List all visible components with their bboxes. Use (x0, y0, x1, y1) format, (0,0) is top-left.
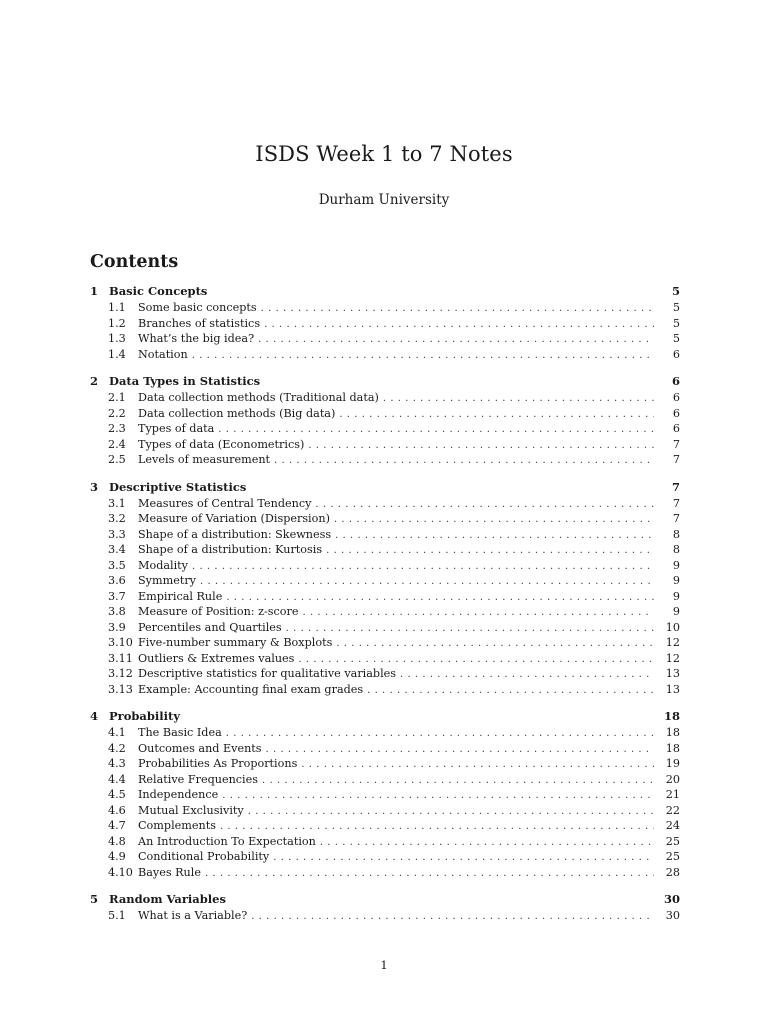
subsection-number: 4.3 (108, 757, 126, 770)
subsection-number: 1.4 (108, 347, 126, 361)
section-title: Random Variables (109, 892, 226, 906)
section-page-number: 7 (671, 479, 680, 494)
subsection-page-number: 5 (672, 332, 680, 345)
toc-subsection-entry[interactable] (90, 803, 680, 819)
subsection-number: 3.12 (108, 667, 133, 680)
subsection-title: Shape of a distribution: Skewness (138, 527, 332, 541)
subsection-page-number: 28 (665, 865, 680, 879)
dot-leader (251, 909, 654, 925)
toc-subsection-entry[interactable] (90, 496, 680, 512)
toc-subsection-entry[interactable] (90, 421, 680, 437)
subsection-title: Outcomes and Events (138, 741, 262, 755)
toc-subsection-entry[interactable] (90, 682, 680, 698)
subsection-number: 3.7 (108, 589, 126, 603)
dot-leader (264, 317, 654, 333)
subsection-page-number: 9 (672, 589, 680, 603)
dot-leader (258, 332, 654, 348)
toc-subsection-entry[interactable] (90, 573, 680, 589)
subsection-page-number: 20 (665, 772, 680, 786)
dot-leader (248, 804, 654, 820)
dot-leader (218, 422, 654, 438)
dot-leader (222, 788, 654, 804)
dot-leader (303, 605, 654, 621)
page-number: 1 (380, 958, 388, 972)
toc-section (90, 708, 680, 880)
subsection-number: 4.5 (108, 788, 126, 801)
dot-leader (266, 742, 654, 758)
dot-leader (315, 497, 654, 513)
toc-subsection-entry[interactable] (90, 666, 680, 682)
document-author: Durham University (318, 192, 450, 208)
subsection-page-number: 7 (672, 453, 680, 466)
toc-subsection-entry[interactable] (90, 741, 680, 757)
subsection-number: 3.5 (108, 558, 126, 572)
subsection-number: 4.7 (108, 819, 126, 832)
subsection-title: Outliers & Extremes values (138, 651, 295, 665)
subsection-title: Empirical Rule (138, 589, 223, 603)
subsection-number: 3.10 (108, 636, 133, 649)
toc-subsection-entry[interactable] (90, 849, 680, 865)
subsection-page-number: 8 (672, 543, 680, 556)
subsection-page-number: 7 (672, 437, 680, 451)
toc-subsection-entry[interactable] (90, 542, 680, 558)
subsection-number: 3.3 (108, 527, 126, 541)
section-number: 3 (90, 479, 99, 494)
toc-section-entry[interactable] (90, 891, 680, 908)
toc-subsection-entry[interactable] (90, 725, 680, 741)
subsection-page-number: 24 (665, 819, 680, 832)
subsection-page-number: 10 (665, 620, 680, 634)
subsection-title: Shape of a distribution: Kurtosis (138, 543, 323, 556)
subsection-title: Measure of Position: z-score (138, 605, 299, 618)
contents-heading: Contents (90, 252, 179, 272)
toc-subsection-entry[interactable] (90, 772, 680, 788)
subsection-title: The Basic Idea (138, 726, 222, 739)
subsection-title: Relative Frequencies (138, 772, 258, 786)
subsection-number: 4.8 (108, 834, 126, 848)
subsection-page-number: 18 (665, 741, 680, 755)
dot-leader (400, 667, 654, 683)
subsection-page-number: 5 (672, 301, 680, 314)
subsection-title: Example: Accounting final exam grades (138, 682, 364, 696)
toc-subsection-entry[interactable] (90, 620, 680, 636)
dot-leader (262, 773, 654, 789)
subsection-number: 3.11 (108, 651, 133, 665)
subsection-page-number: 25 (665, 850, 680, 863)
section-number: 4 (90, 709, 99, 723)
dot-leader (339, 407, 654, 423)
subsection-title: Data collection methods (Traditional data) (138, 391, 379, 404)
section-page-number: 18 (663, 709, 680, 723)
document-title: ISDS Week 1 to 7 Notes (255, 142, 513, 166)
dot-leader (336, 636, 654, 652)
subsection-number: 1.1 (108, 301, 126, 314)
dot-leader (226, 726, 654, 742)
subsection-number: 2.5 (108, 453, 126, 466)
subsection-title: Symmetry (138, 574, 196, 587)
dot-leader (226, 590, 654, 606)
toc-section-entry[interactable] (90, 283, 680, 300)
subsection-page-number: 6 (672, 406, 680, 420)
subsection-title: Percentiles and Quartiles (138, 620, 282, 634)
toc-subsection-entry[interactable] (90, 865, 680, 881)
toc-subsection-entry[interactable] (90, 818, 680, 834)
dot-leader (298, 652, 654, 668)
toc-section-entry[interactable] (90, 708, 680, 725)
subsection-title: Branches of statistics (138, 316, 261, 330)
subsection-number: 2.3 (108, 422, 126, 435)
toc-subsection-entry[interactable] (90, 635, 680, 651)
subsection-title: Descriptive statistics for qualitative variables (138, 667, 397, 680)
subsection-title: Data collection methods (Big data) (138, 406, 336, 420)
subsection-number: 1.3 (108, 332, 126, 345)
toc-subsection-entry[interactable] (90, 437, 680, 453)
subsection-number: 3.4 (108, 543, 126, 556)
toc-subsection-entry[interactable] (90, 756, 680, 772)
section-number: 1 (90, 284, 99, 298)
subsection-page-number: 7 (672, 496, 680, 510)
subsection-number: 4.6 (108, 803, 126, 817)
subsection-page-number: 30 (665, 909, 680, 922)
section-number: 5 (90, 892, 99, 906)
dot-leader (308, 438, 654, 454)
dot-leader (205, 866, 654, 882)
toc-subsection-entry[interactable] (90, 527, 680, 543)
dot-leader (273, 850, 654, 866)
subsection-title: Probabilities As Proportions (138, 757, 298, 770)
subsection-number: 2.4 (108, 437, 126, 451)
subsection-number: 3.13 (108, 682, 133, 696)
toc-section (90, 283, 680, 362)
subsection-page-number: 8 (672, 527, 680, 541)
subsection-number: 3.9 (108, 620, 126, 634)
subsection-page-number: 19 (665, 757, 680, 770)
dot-leader (326, 543, 654, 559)
subsection-title: Modality (138, 558, 188, 572)
subsection-title: Notation (138, 347, 188, 361)
subsection-page-number: 25 (665, 834, 680, 848)
subsection-page-number: 18 (665, 726, 680, 739)
toc-subsection-entry[interactable] (90, 390, 680, 406)
toc-section (90, 373, 680, 468)
subsection-number: 1.2 (108, 316, 126, 330)
subsection-number: 2.1 (108, 391, 126, 404)
toc-section (90, 891, 680, 924)
subsection-title: Complements (138, 819, 216, 832)
dot-leader (192, 559, 654, 575)
subsection-page-number: 5 (672, 316, 680, 330)
toc-subsection-entry[interactable] (90, 651, 680, 667)
section-title: Basic Concepts (109, 284, 208, 298)
subsection-title: Types of data (Econometrics) (138, 437, 305, 451)
toc-subsection-entry[interactable] (90, 406, 680, 422)
dot-leader (220, 819, 654, 835)
subsection-title: Some basic concepts (138, 301, 257, 314)
dot-leader (335, 528, 654, 544)
toc-subsection-entry[interactable] (90, 558, 680, 574)
subsection-number: 4.2 (108, 741, 126, 755)
section-page-number: 6 (671, 374, 680, 388)
subsection-page-number: 13 (665, 667, 680, 680)
toc-subsection-entry[interactable] (90, 908, 680, 924)
subsection-title: Five-number summary & Boxplots (138, 636, 333, 649)
subsection-page-number: 6 (672, 422, 680, 435)
subsection-title: An Introduction To Expectation (138, 834, 316, 848)
subsection-page-number: 12 (665, 636, 680, 649)
dot-leader (274, 453, 654, 469)
subsection-title: Measures of Central Tendency (138, 496, 312, 510)
dot-leader (367, 683, 654, 699)
toc-section-entry[interactable] (90, 479, 680, 496)
subsection-title: Independence (138, 788, 219, 801)
subsection-page-number: 7 (672, 512, 680, 525)
dot-leader (320, 835, 654, 851)
subsection-page-number: 12 (665, 651, 680, 665)
subsection-number: 4.4 (108, 772, 126, 786)
toc-subsection-entry[interactable] (90, 331, 680, 347)
section-title: Descriptive Statistics (109, 479, 247, 494)
subsection-page-number: 9 (672, 574, 680, 587)
table-of-contents (90, 283, 680, 935)
subsection-page-number: 9 (672, 558, 680, 572)
subsection-page-number: 6 (672, 347, 680, 361)
dot-leader (192, 348, 654, 364)
dot-leader (200, 574, 654, 590)
toc-subsection-entry[interactable] (90, 316, 680, 332)
subsection-page-number: 6 (672, 391, 680, 404)
subsection-page-number: 22 (665, 803, 680, 817)
dot-leader (286, 621, 654, 637)
subsection-number: 4.10 (108, 865, 133, 879)
subsection-page-number: 21 (665, 788, 680, 801)
dot-leader (261, 301, 654, 317)
subsection-number: 3.2 (108, 512, 126, 525)
subsection-title: Conditional Probability (138, 850, 270, 863)
toc-section-entry[interactable] (90, 373, 680, 390)
subsection-title: Mutual Exclusivity (138, 803, 244, 817)
subsection-number: 3.6 (108, 574, 126, 587)
section-page-number: 5 (671, 284, 680, 298)
subsection-title: Levels of measurement (138, 453, 271, 466)
subsection-number: 4.9 (108, 850, 126, 863)
toc-subsection-entry[interactable] (90, 787, 680, 803)
dot-leader (383, 391, 654, 407)
toc-subsection-entry[interactable] (90, 347, 680, 363)
section-page-number: 30 (663, 892, 680, 906)
subsection-title: What is a Variable? (138, 909, 248, 922)
subsection-page-number: 9 (672, 605, 680, 618)
subsection-page-number: 13 (665, 682, 680, 696)
section-title: Probability (109, 709, 181, 723)
toc-subsection-entry[interactable] (90, 452, 680, 468)
dot-leader (301, 757, 654, 773)
subsection-title: Bayes Rule (138, 865, 201, 879)
toc-section (90, 479, 680, 698)
subsection-title: Measure of Variation (Dispersion) (138, 512, 330, 525)
dot-leader (334, 512, 654, 528)
subsection-title: What’s the big idea? (138, 332, 255, 345)
toc-subsection-entry[interactable] (90, 300, 680, 316)
toc-subsection-entry[interactable] (90, 834, 680, 850)
toc-subsection-entry[interactable] (90, 604, 680, 620)
section-number: 2 (90, 374, 99, 388)
section-title: Data Types in Statistics (109, 374, 261, 388)
subsection-number: 5.1 (108, 909, 126, 922)
subsection-number: 3.8 (108, 605, 126, 618)
subsection-number: 2.2 (108, 406, 126, 420)
subsection-number: 4.1 (108, 726, 126, 739)
subsection-number: 3.1 (108, 496, 126, 510)
subsection-title: Types of data (138, 422, 215, 435)
toc-subsection-entry[interactable] (90, 589, 680, 605)
toc-subsection-entry[interactable] (90, 511, 680, 527)
